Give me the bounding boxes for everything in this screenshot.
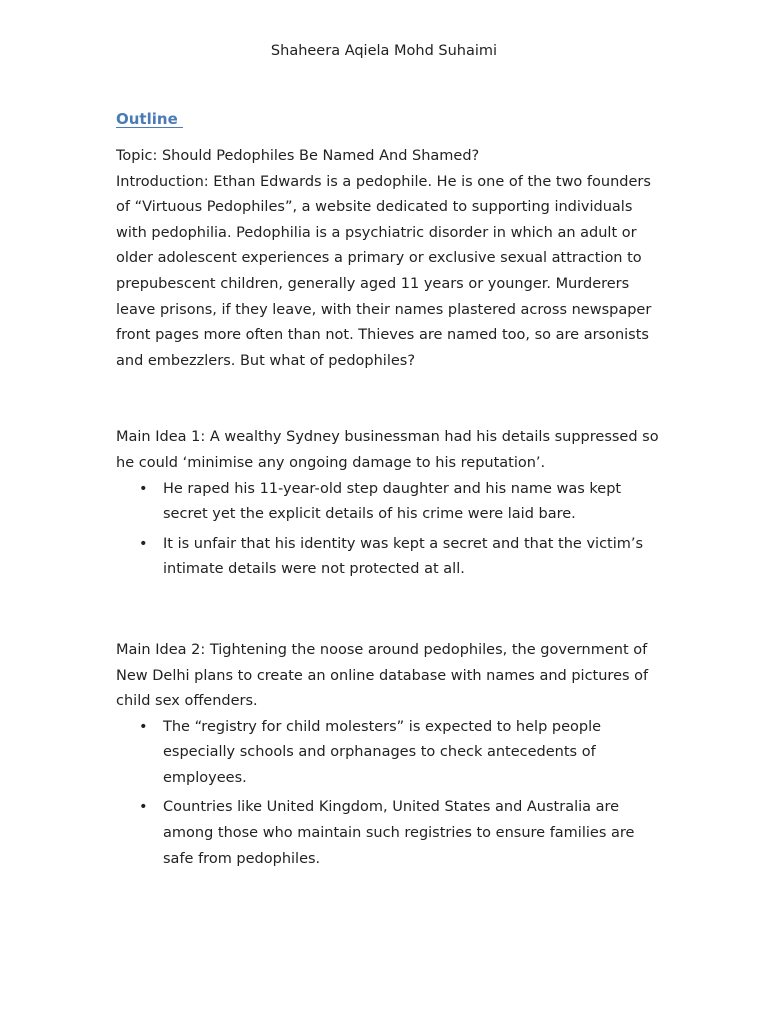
section-spacer (116, 374, 661, 425)
author-name: Shaheera Aqiela Mohd Suhaimi (270, 43, 498, 59)
main-idea-2-bullets (116, 715, 661, 873)
outline-heading: Outline (116, 110, 183, 128)
bullet-item: • The “registry for child molesters” is expected to help people especially schools and orphanages to check antecedents of employees. (163, 715, 661, 792)
document-body (116, 144, 661, 876)
main-idea-1: Main Idea 1: A wealthy Sydney businessman had his details suppressed so he could ‘minimise any ongoing damage to his reputation’. (116, 429, 659, 471)
bullet-item: • Countries like United Kingdom, United States and Australia are among those who maintain such registries to ensure families are safe from pedophiles. (163, 795, 661, 872)
main-idea-1-bullets (116, 477, 661, 583)
bullet-item: • He raped his 11-year-old step daughter and his name was kept secret yet the explicit details of his crime were laid bare. (163, 477, 661, 528)
introduction-paragraph: Introduction: Ethan Edwards is a pedophile. He is one of the two founders of “Virtuous Pedophiles”, a website dedicated to supporting individuals with pedophilia. Pedophilia is a psychiatric disorder in which an adult or older adolescent experiences a primary or exclusive sexual attraction to prepubescent children, generally aged 11 years or younger. Murderers leave prisons, if they leave, with their names plastered across newspaper front pages more often than not. Thieves are named too, so are arsonists and embezzlers. But what of pedophiles? (116, 173, 652, 369)
topic-line: Topic: Should Pedophiles Be Named And Shamed? (116, 148, 480, 164)
section-spacer (116, 587, 661, 638)
bullet-item: • It is unfair that his identity was kept a secret and that the victim’s intimate details were not protected at all. (163, 532, 661, 583)
main-idea-2: Main Idea 2: Tightening the noose around pedophiles, the government of New Delhi plans to create an online database with names and pictures of child sex offenders. (116, 641, 649, 710)
